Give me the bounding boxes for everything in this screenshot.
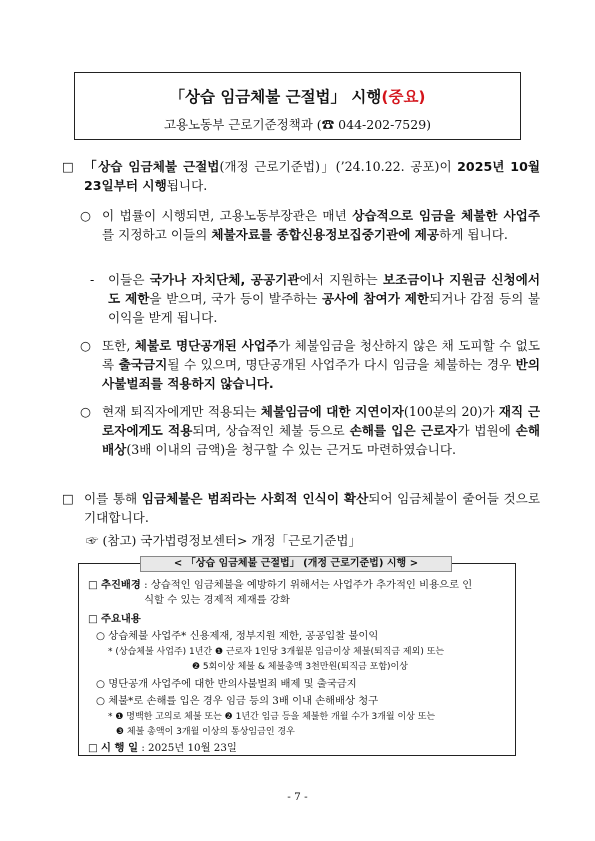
text: 또한, bbox=[102, 338, 135, 353]
circle-bullet-icon: ○ bbox=[80, 208, 91, 223]
summary-item-1: ○ 상습체불 사업주* 신용제재, 정부지원 제한, 공공입찰 불이익 bbox=[96, 630, 379, 642]
emphasis: 국가나 자치단체, 공공기관 bbox=[149, 272, 300, 287]
text: 현재 퇴직자에게만 적용되는 bbox=[102, 404, 261, 419]
square-bullet-icon: □ bbox=[88, 742, 98, 754]
emphasis: 손해배상 bbox=[102, 423, 541, 457]
title-main: 「상습 임금체불 근절법」 시행 bbox=[169, 88, 382, 106]
summary-effective-date bbox=[88, 741, 237, 756]
promulgation-date: 」(’24.10.22. 공포)이 bbox=[320, 159, 458, 174]
text: 되어 임금체불이 줄어들 것으로 기대합니다. bbox=[84, 491, 540, 525]
effective-date-label: 시 행 일 bbox=[101, 742, 139, 754]
summary-note-1b: ❷ 5회이상 체불 & 체불총액 3천만원(퇴직금 포함)이상 bbox=[192, 662, 408, 672]
summary-note-1a: * (상습체불 사업주) 1년간 ❶ 근로자 1인당 3개월분 임금이상 체불(퇴직금 제외) 또는 bbox=[108, 647, 445, 657]
text: 되거나 감점 등의 불이익을 받게 됩니다. bbox=[108, 291, 540, 325]
text: 될 수 있으며, 명단공개된 사업주가 다시 임금을 체불하는 경우 bbox=[167, 357, 516, 372]
summary-header: < 「상습 임금체불 근절법」 (개정 근로기준법) 시행 > bbox=[140, 556, 452, 572]
law-name: 「상습 임금체불 근절법 bbox=[84, 159, 220, 174]
pointing-hand-icon: ☞ bbox=[86, 533, 99, 548]
text: (3배 이내의 금액)을 청구할 수 있는 근거도 마련하였습니다. bbox=[126, 442, 457, 457]
phone-icon: ☎ bbox=[321, 117, 335, 132]
summary-item-3: ○ 체불*로 손해를 입은 경우 임금 등의 3배 이내 손해배상 청구 bbox=[96, 695, 379, 707]
bullet-paragraph-3 bbox=[80, 402, 540, 459]
emphasis: 상습적으로 임금을 체불한 사업주 bbox=[352, 208, 540, 223]
text: 하게 됩니다. bbox=[439, 227, 508, 242]
intro-paragraph bbox=[62, 157, 540, 195]
summary-note-3a: * ❶ 명백한 고의로 체불 또는 ❷ 1년간 임금 등을 체불한 개월 수가 3개월 이상 또는 bbox=[108, 712, 436, 722]
emphasis: 공사에 참여가 제한 bbox=[321, 291, 430, 306]
text: 되며, 상습적인 체불 등으로 bbox=[192, 423, 350, 438]
summary-note-3b: ❸ 체불 총액이 3개월 이상의 통상임금인 경우 bbox=[116, 727, 295, 737]
reference-text: (참고) 국가법령정보센터> 개정「근로기준법」 bbox=[98, 533, 361, 548]
text: 가 법원에 bbox=[457, 423, 516, 438]
square-bullet-icon: □ bbox=[62, 159, 74, 174]
text: 을 받으며, 국가 등이 발주하는 bbox=[149, 291, 322, 306]
emphasis: 재직 근로자에게도 적용 bbox=[102, 404, 540, 438]
emphasis: 체불로 명단공개된 사업주 bbox=[134, 338, 279, 353]
reference-link[interactable] bbox=[86, 531, 361, 549]
law-alias: (개정 근로기준법) bbox=[219, 159, 320, 174]
sub-bullet-paragraph bbox=[90, 270, 540, 327]
text: 가 체불임금을 청산하지 않은 채 도피할 수 없도록 bbox=[102, 338, 541, 372]
closing-paragraph bbox=[62, 489, 540, 527]
phone-number: 044-202-7529) bbox=[334, 117, 432, 132]
text: 이를 통해 bbox=[84, 491, 142, 506]
department-contact bbox=[75, 115, 520, 133]
square-bullet-icon: □ bbox=[88, 579, 98, 591]
background-label: 추진배경 bbox=[101, 579, 141, 591]
square-bullet-icon: □ bbox=[88, 613, 98, 625]
emphasis: 체불자료를 종합신용정보집중기관에 제공 bbox=[211, 227, 440, 242]
page-title bbox=[75, 85, 520, 107]
bullet-paragraph-2 bbox=[80, 336, 540, 393]
summary-main-heading bbox=[88, 612, 141, 627]
circle-bullet-icon: ○ bbox=[80, 338, 91, 353]
text: 를 지정하고 이들의 bbox=[102, 227, 212, 242]
circle-bullet-icon: ○ bbox=[80, 404, 91, 419]
emphasis: 보조금이나 지원금 신청에서도 제한 bbox=[108, 272, 541, 306]
text: 이들은 bbox=[108, 272, 150, 287]
background-text-wrap bbox=[144, 578, 474, 608]
bullet-paragraph-1 bbox=[80, 206, 540, 244]
text: 이 법률이 시행되면, 고용노동부장관은 매년 bbox=[102, 208, 353, 223]
square-bullet-icon: □ bbox=[62, 491, 74, 506]
summary-background bbox=[88, 578, 508, 608]
dash-bullet-icon: - bbox=[90, 272, 95, 287]
emphasis: 임금체불은 범죄라는 사회적 인식이 확산 bbox=[141, 491, 369, 506]
title-highlight: (중요) bbox=[381, 88, 426, 106]
background-text: : 상습적인 임금체불을 예방하기 위해서는 사업주가 추가적인 비용으로 인식할 수 있는 경제적 제재를 강화 bbox=[144, 579, 473, 606]
department-name: 고용노동부 근로기준정책과 ( bbox=[163, 117, 322, 132]
page-number: - 7 - bbox=[287, 791, 308, 803]
text: 에서 지원하는 bbox=[299, 272, 383, 287]
emphasis: 손해를 입은 근로자 bbox=[349, 423, 458, 438]
emphasis: 출국금지 bbox=[118, 357, 168, 372]
summary-item-2: ○ 명단공개 사업주에 대한 반의사불벌죄 배제 및 출국금지 bbox=[96, 678, 357, 690]
effective-date: 2025년 10월 23일부터 시행 bbox=[84, 159, 541, 193]
effective-date-text: : 2025년 10월 23일 bbox=[141, 742, 237, 754]
emphasis: 체불임금에 대한 지연이자 bbox=[260, 404, 404, 419]
emphasis: 반의사불벌죄를 적용하지 않습니다. bbox=[102, 357, 541, 391]
text: (100분의 20)가 bbox=[403, 404, 499, 419]
intro-tail: 됩니다. bbox=[166, 178, 208, 193]
title-box bbox=[74, 72, 521, 140]
main-content-label: 주요내용 bbox=[101, 613, 141, 625]
